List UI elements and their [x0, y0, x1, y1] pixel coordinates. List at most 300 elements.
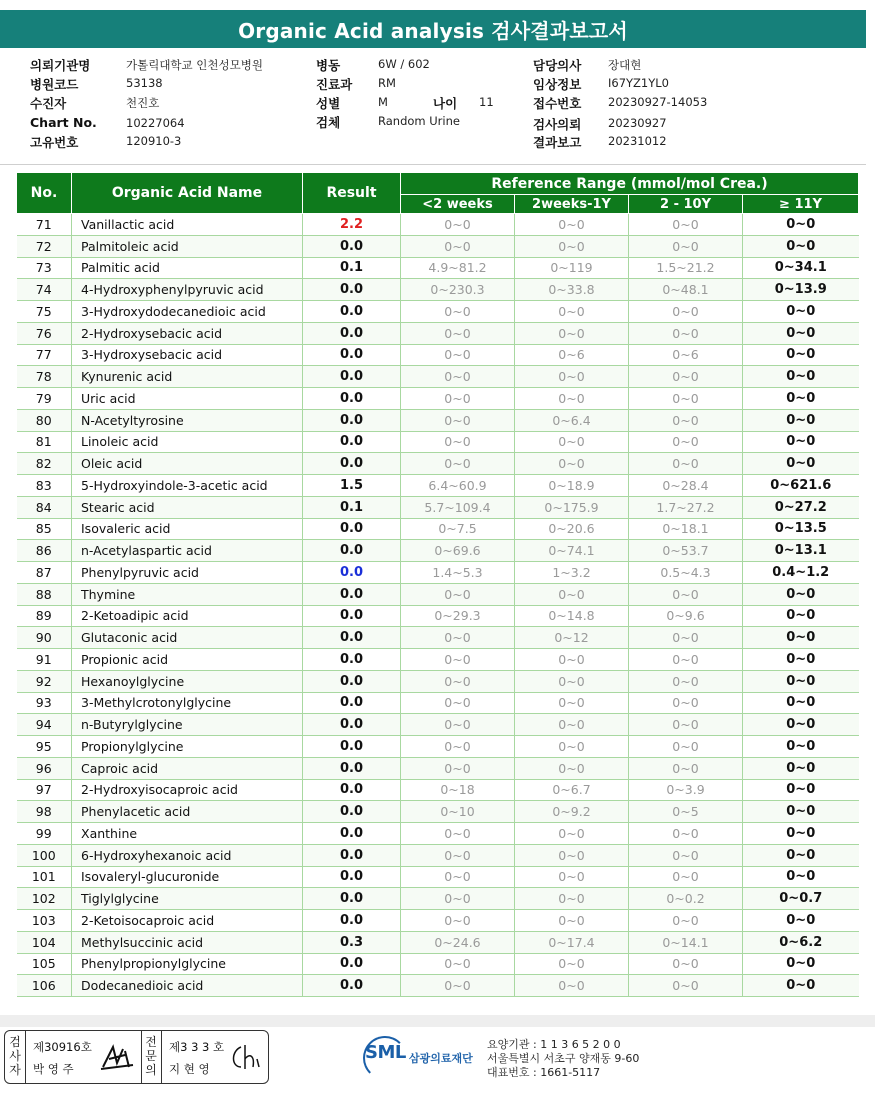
range-2weeks-1y: 0~0 — [515, 866, 629, 888]
lab-phone: 대표번호 : 1661-5117 — [487, 1066, 601, 1079]
table-row — [17, 823, 859, 845]
range-2-10y: 1.5~21.2 — [629, 257, 743, 279]
range-under-2-weeks: 0~0 — [401, 823, 515, 845]
signature-box — [4, 1030, 269, 1084]
range-under-2-weeks: 0~18 — [401, 779, 515, 801]
result-value: 0.0 — [303, 888, 401, 910]
row-number: 105 — [17, 953, 72, 975]
row-number: 77 — [17, 344, 72, 366]
value-report-date: 20231012 — [608, 134, 667, 148]
lab-name: 삼광의료재단 — [409, 1052, 473, 1065]
range-2weeks-1y: 0~0 — [515, 714, 629, 736]
table-row — [17, 540, 859, 562]
table-row — [17, 931, 859, 953]
range-2weeks-1y: 0~33.8 — [515, 279, 629, 301]
row-number: 88 — [17, 583, 72, 605]
tester-name: 박 영 주 — [33, 1062, 74, 1076]
acid-name: 2-Hydroxysebacic acid — [72, 322, 303, 344]
row-number: 98 — [17, 801, 72, 823]
header-reference-range: Reference Range (mmol/mol Crea.) — [401, 173, 859, 195]
value-patient: 천진호 — [126, 96, 160, 110]
lab-code: 요양기관 : 1 1 3 6 5 2 0 0 — [487, 1038, 621, 1051]
lab-info — [487, 1038, 639, 1080]
result-value: 0.0 — [303, 736, 401, 758]
table-row — [17, 518, 859, 540]
acid-name: 6-Hydroxyhexanoic acid — [72, 844, 303, 866]
row-number: 90 — [17, 627, 72, 649]
range-11y-plus: 0~0 — [743, 953, 859, 975]
row-number: 81 — [17, 431, 72, 453]
range-2-10y: 0~0 — [629, 366, 743, 388]
range-2-10y: 0~0 — [629, 736, 743, 758]
range-2weeks-1y: 0~6.4 — [515, 409, 629, 431]
table-row — [17, 235, 859, 257]
value-physician: 장대현 — [608, 58, 642, 72]
acid-name: Glutaconic acid — [72, 627, 303, 649]
range-under-2-weeks: 0~29.3 — [401, 605, 515, 627]
row-number: 92 — [17, 670, 72, 692]
range-11y-plus: 0~0 — [743, 344, 859, 366]
range-11y-plus: 0~0 — [743, 910, 859, 932]
range-under-2-weeks: 0~0 — [401, 583, 515, 605]
range-under-2-weeks: 0~69.6 — [401, 540, 515, 562]
value-request-date: 20230927 — [608, 116, 667, 130]
range-2weeks-1y: 0~0 — [515, 757, 629, 779]
acid-name: Kynurenic acid — [72, 366, 303, 388]
range-under-2-weeks: 0~0 — [401, 714, 515, 736]
range-2weeks-1y: 0~14.8 — [515, 605, 629, 627]
range-2-10y: 0~18.1 — [629, 518, 743, 540]
range-2weeks-1y: 0~0 — [515, 583, 629, 605]
label-chart-no: Chart No. — [30, 115, 97, 130]
table-row — [17, 714, 859, 736]
range-11y-plus: 0~0 — [743, 583, 859, 605]
range-2weeks-1y: 0~0 — [515, 322, 629, 344]
range-under-2-weeks: 1.4~5.3 — [401, 562, 515, 584]
value-requesting-institution: 가톨릭대학교 인천성모병원 — [126, 58, 263, 72]
row-number: 104 — [17, 931, 72, 953]
results-table — [16, 172, 859, 997]
tester-label-text: 검사자 — [9, 1035, 21, 1077]
table-row — [17, 562, 859, 584]
range-2weeks-1y: 0~6.7 — [515, 779, 629, 801]
result-value: 0.0 — [303, 301, 401, 323]
label-clinical-info: 임상정보 — [533, 77, 582, 92]
row-number: 106 — [17, 975, 72, 997]
label-request-date: 검사의뢰 — [533, 117, 582, 132]
result-value: 0.0 — [303, 627, 401, 649]
value-clinical-info: I67YZ1YL0 — [608, 76, 669, 90]
table-row — [17, 214, 859, 236]
row-number: 79 — [17, 388, 72, 410]
result-value: 2.2 — [303, 214, 401, 236]
row-number: 95 — [17, 736, 72, 758]
table-row — [17, 975, 859, 997]
result-value: 0.0 — [303, 366, 401, 388]
range-2weeks-1y: 0~6 — [515, 344, 629, 366]
label-report-date: 결과보고 — [533, 135, 582, 150]
label-age: 나이 — [433, 96, 458, 111]
acid-name: Methylsuccinic acid — [72, 931, 303, 953]
range-under-2-weeks: 0~0 — [401, 388, 515, 410]
table-row — [17, 866, 859, 888]
range-2weeks-1y: 0~0 — [515, 953, 629, 975]
value-chart-no: 10227064 — [126, 116, 185, 130]
row-number: 102 — [17, 888, 72, 910]
table-row — [17, 344, 859, 366]
range-11y-plus: 0~13.5 — [743, 518, 859, 540]
range-11y-plus: 0~0 — [743, 823, 859, 845]
header-range-2weeks-1y: 2weeks-1Y — [515, 195, 629, 214]
acid-name: 3-Methylcrotonylglycine — [72, 692, 303, 714]
range-under-2-weeks: 6.4~60.9 — [401, 475, 515, 497]
range-11y-plus: 0~0 — [743, 322, 859, 344]
table-row — [17, 366, 859, 388]
acid-name: Phenylpropionylglycine — [72, 953, 303, 975]
value-department: RM — [378, 76, 396, 90]
acid-name: 2-Ketoisocaproic acid — [72, 910, 303, 932]
row-number: 71 — [17, 214, 72, 236]
range-under-2-weeks: 5.7~109.4 — [401, 496, 515, 518]
acid-name: Palmitic acid — [72, 257, 303, 279]
acid-name: Xanthine — [72, 823, 303, 845]
range-2-10y: 0~0 — [629, 235, 743, 257]
table-row — [17, 844, 859, 866]
result-value: 0.0 — [303, 670, 401, 692]
range-11y-plus: 0~0 — [743, 692, 859, 714]
row-number: 74 — [17, 279, 72, 301]
table-row — [17, 888, 859, 910]
range-11y-plus: 0~0 — [743, 627, 859, 649]
specialist-label — [143, 1035, 159, 1077]
row-number: 80 — [17, 409, 72, 431]
label-sex: 성별 — [316, 96, 341, 111]
range-11y-plus: 0~0.7 — [743, 888, 859, 910]
table-row — [17, 736, 859, 758]
range-2weeks-1y: 0~175.9 — [515, 496, 629, 518]
table-row — [17, 757, 859, 779]
footer-band — [0, 1015, 875, 1027]
tester-label — [7, 1035, 23, 1077]
range-11y-plus: 0~0 — [743, 301, 859, 323]
range-2-10y: 0~48.1 — [629, 279, 743, 301]
table-row — [17, 409, 859, 431]
range-2-10y: 0~0 — [629, 322, 743, 344]
range-2weeks-1y: 0~0 — [515, 888, 629, 910]
range-under-2-weeks: 0~0 — [401, 431, 515, 453]
header-divider — [0, 164, 866, 165]
row-number: 83 — [17, 475, 72, 497]
acid-name: Stearic acid — [72, 496, 303, 518]
range-under-2-weeks: 0~0 — [401, 670, 515, 692]
range-under-2-weeks: 0~0 — [401, 757, 515, 779]
specialist-license: 제3 3 3 호 — [169, 1040, 225, 1054]
value-ward: 6W / 602 — [378, 57, 430, 71]
value-sex: M — [378, 95, 388, 109]
range-2-10y: 0~0 — [629, 975, 743, 997]
range-11y-plus: 0~13.1 — [743, 540, 859, 562]
range-2-10y: 0~0 — [629, 866, 743, 888]
table-row — [17, 692, 859, 714]
range-2-10y: 0~0 — [629, 823, 743, 845]
label-physician: 담당의사 — [533, 58, 582, 73]
row-number: 72 — [17, 235, 72, 257]
range-2-10y: 0~3.9 — [629, 779, 743, 801]
range-under-2-weeks: 0~24.6 — [401, 931, 515, 953]
result-value: 0.0 — [303, 518, 401, 540]
range-11y-plus: 0~13.9 — [743, 279, 859, 301]
acid-name: Linoleic acid — [72, 431, 303, 453]
row-number: 78 — [17, 366, 72, 388]
table-row — [17, 496, 859, 518]
row-number: 99 — [17, 823, 72, 845]
range-2-10y: 0~6 — [629, 344, 743, 366]
range-under-2-weeks: 0~0 — [401, 344, 515, 366]
row-number: 82 — [17, 453, 72, 475]
tester-signature — [99, 1041, 135, 1073]
range-under-2-weeks: 0~230.3 — [401, 279, 515, 301]
range-2weeks-1y: 0~0 — [515, 366, 629, 388]
value-hospital-code: 53138 — [126, 76, 163, 90]
row-number: 86 — [17, 540, 72, 562]
acid-name: Dodecanedioic acid — [72, 975, 303, 997]
range-2-10y: 0~0 — [629, 692, 743, 714]
acid-name: 4-Hydroxyphenylpyruvic acid — [72, 279, 303, 301]
lab-address: 서울특별시 서초구 양재동 9-60 — [487, 1052, 640, 1065]
range-11y-plus: 0~0 — [743, 235, 859, 257]
range-11y-plus: 0~0 — [743, 714, 859, 736]
range-11y-plus: 0~0 — [743, 366, 859, 388]
table-row — [17, 649, 859, 671]
acid-name: 2-Hydroxyisocaproic acid — [72, 779, 303, 801]
range-under-2-weeks: 0~0 — [401, 453, 515, 475]
range-11y-plus: 0~0 — [743, 757, 859, 779]
range-2-10y: 0~0 — [629, 301, 743, 323]
acid-name: Uric acid — [72, 388, 303, 410]
acid-name: n-Acetylaspartic acid — [72, 540, 303, 562]
range-under-2-weeks: 0~0 — [401, 692, 515, 714]
result-value: 0.0 — [303, 779, 401, 801]
range-2weeks-1y: 0~0 — [515, 844, 629, 866]
range-2weeks-1y: 0~20.6 — [515, 518, 629, 540]
logo-text: SML — [365, 1042, 406, 1063]
range-2weeks-1y: 0~0 — [515, 692, 629, 714]
tester-license: 제30916호 — [33, 1040, 92, 1054]
table-row — [17, 453, 859, 475]
result-value: 0.3 — [303, 931, 401, 953]
range-11y-plus: 0~0 — [743, 431, 859, 453]
range-under-2-weeks: 0~10 — [401, 801, 515, 823]
range-under-2-weeks: 0~0 — [401, 322, 515, 344]
table-row — [17, 257, 859, 279]
range-11y-plus: 0~6.2 — [743, 931, 859, 953]
header-range-11y-plus: ≥ 11Y — [743, 195, 859, 214]
row-number: 100 — [17, 844, 72, 866]
lab-logo — [365, 1036, 485, 1082]
range-11y-plus: 0~0 — [743, 453, 859, 475]
acid-name: Isovaleric acid — [72, 518, 303, 540]
label-department: 진료과 — [316, 77, 353, 92]
range-2weeks-1y: 0~119 — [515, 257, 629, 279]
row-number: 103 — [17, 910, 72, 932]
range-under-2-weeks: 0~0 — [401, 953, 515, 975]
row-number: 87 — [17, 562, 72, 584]
result-value: 0.0 — [303, 235, 401, 257]
table-row — [17, 431, 859, 453]
acid-name: Caproic acid — [72, 757, 303, 779]
range-2weeks-1y: 0~9.2 — [515, 801, 629, 823]
specialist-signature — [227, 1041, 265, 1073]
result-value: 0.0 — [303, 801, 401, 823]
label-requesting-institution: 의뢰기관명 — [30, 58, 91, 73]
acid-name: Propionic acid — [72, 649, 303, 671]
range-2weeks-1y: 0~0 — [515, 431, 629, 453]
range-under-2-weeks: 0~7.5 — [401, 518, 515, 540]
acid-name: N-Acetyltyrosine — [72, 409, 303, 431]
range-under-2-weeks: 0~0 — [401, 214, 515, 236]
table-row — [17, 801, 859, 823]
result-value: 0.1 — [303, 257, 401, 279]
table-row — [17, 670, 859, 692]
range-under-2-weeks: 0~0 — [401, 366, 515, 388]
range-2-10y: 0.5~4.3 — [629, 562, 743, 584]
label-specimen: 검체 — [316, 115, 341, 130]
range-11y-plus: 0~0 — [743, 605, 859, 627]
table-row — [17, 910, 859, 932]
table-row — [17, 605, 859, 627]
result-value: 0.0 — [303, 692, 401, 714]
range-11y-plus: 0~0 — [743, 409, 859, 431]
range-2-10y: 0~0 — [629, 583, 743, 605]
range-2weeks-1y: 0~0 — [515, 388, 629, 410]
signature-divider — [25, 1031, 26, 1083]
result-value: 0.0 — [303, 279, 401, 301]
acid-name: Tiglylglycine — [72, 888, 303, 910]
range-11y-plus: 0~0 — [743, 866, 859, 888]
acid-name: Thymine — [72, 583, 303, 605]
range-under-2-weeks: 0~0 — [401, 975, 515, 997]
result-value: 0.0 — [303, 866, 401, 888]
range-under-2-weeks: 0~0 — [401, 866, 515, 888]
result-value: 0.0 — [303, 453, 401, 475]
acid-name: 5-Hydroxyindole-3-acetic acid — [72, 475, 303, 497]
range-2weeks-1y: 1~3.2 — [515, 562, 629, 584]
table-row — [17, 953, 859, 975]
table-row — [17, 301, 859, 323]
label-patient: 수진자 — [30, 96, 67, 111]
report-title: Organic Acid analysis 검사결과보고서 — [0, 10, 866, 48]
range-2-10y: 0~14.1 — [629, 931, 743, 953]
row-number: 85 — [17, 518, 72, 540]
range-11y-plus: 0~0 — [743, 975, 859, 997]
row-number: 96 — [17, 757, 72, 779]
range-2-10y: 0~0 — [629, 757, 743, 779]
range-11y-plus: 0~0 — [743, 801, 859, 823]
specialist-name: 지 현 영 — [169, 1062, 210, 1076]
acid-name: 3-Hydroxydodecanedioic acid — [72, 301, 303, 323]
result-value: 0.0 — [303, 431, 401, 453]
result-value: 0.0 — [303, 823, 401, 845]
row-number: 94 — [17, 714, 72, 736]
acid-name: 2-Ketoadipic acid — [72, 605, 303, 627]
result-value: 0.0 — [303, 649, 401, 671]
acid-name: 3-Hydroxysebacic acid — [72, 344, 303, 366]
row-number: 84 — [17, 496, 72, 518]
row-number: 75 — [17, 301, 72, 323]
row-number: 76 — [17, 322, 72, 344]
specialist-label-text: 전문의 — [145, 1035, 157, 1077]
result-value: 0.0 — [303, 757, 401, 779]
range-2-10y: 1.7~27.2 — [629, 496, 743, 518]
label-hospital-code: 병원코드 — [30, 77, 79, 92]
result-value: 0.0 — [303, 409, 401, 431]
range-2weeks-1y: 0~0 — [515, 823, 629, 845]
range-2weeks-1y: 0~0 — [515, 975, 629, 997]
range-2-10y: 0~0 — [629, 953, 743, 975]
range-2-10y: 0~28.4 — [629, 475, 743, 497]
value-specimen: Random Urine — [378, 114, 460, 128]
range-2weeks-1y: 0~0 — [515, 670, 629, 692]
range-under-2-weeks: 0~0 — [401, 844, 515, 866]
range-2weeks-1y: 0~0 — [515, 453, 629, 475]
range-11y-plus: 0~0 — [743, 844, 859, 866]
result-value: 0.0 — [303, 910, 401, 932]
result-value: 0.0 — [303, 562, 401, 584]
row-number: 101 — [17, 866, 72, 888]
range-2-10y: 0~0.2 — [629, 888, 743, 910]
acid-name: n-Butyrylglycine — [72, 714, 303, 736]
signature-divider — [161, 1031, 162, 1083]
result-value: 0.1 — [303, 496, 401, 518]
result-value: 0.0 — [303, 605, 401, 627]
range-2-10y: 0~0 — [629, 409, 743, 431]
range-2weeks-1y: 0~0 — [515, 649, 629, 671]
range-2weeks-1y: 0~0 — [515, 736, 629, 758]
range-11y-plus: 0~34.1 — [743, 257, 859, 279]
range-under-2-weeks: 0~0 — [401, 301, 515, 323]
range-2-10y: 0~0 — [629, 910, 743, 932]
result-value: 0.0 — [303, 583, 401, 605]
table-row — [17, 279, 859, 301]
table-row — [17, 779, 859, 801]
result-value: 0.0 — [303, 540, 401, 562]
result-value: 0.0 — [303, 844, 401, 866]
acid-name: Palmitoleic acid — [72, 235, 303, 257]
range-under-2-weeks: 0~0 — [401, 888, 515, 910]
range-2-10y: 0~0 — [629, 431, 743, 453]
range-11y-plus: 0~0 — [743, 649, 859, 671]
signature-divider — [141, 1031, 142, 1083]
result-value: 0.0 — [303, 388, 401, 410]
row-number: 89 — [17, 605, 72, 627]
header-range-2-10y: 2 - 10Y — [629, 195, 743, 214]
result-value: 0.0 — [303, 953, 401, 975]
table-row — [17, 627, 859, 649]
range-11y-plus: 0~0 — [743, 388, 859, 410]
patient-info — [0, 54, 866, 154]
range-11y-plus: 0~27.2 — [743, 496, 859, 518]
acid-name: Phenylpyruvic acid — [72, 562, 303, 584]
table-row — [17, 583, 859, 605]
header-result: Result — [303, 173, 401, 214]
range-2weeks-1y: 0~18.9 — [515, 475, 629, 497]
range-2-10y: 0~0 — [629, 649, 743, 671]
result-value: 1.5 — [303, 475, 401, 497]
range-under-2-weeks: 0~0 — [401, 910, 515, 932]
range-2weeks-1y: 0~0 — [515, 910, 629, 932]
range-2weeks-1y: 0~74.1 — [515, 540, 629, 562]
value-age: 11 — [479, 95, 494, 109]
